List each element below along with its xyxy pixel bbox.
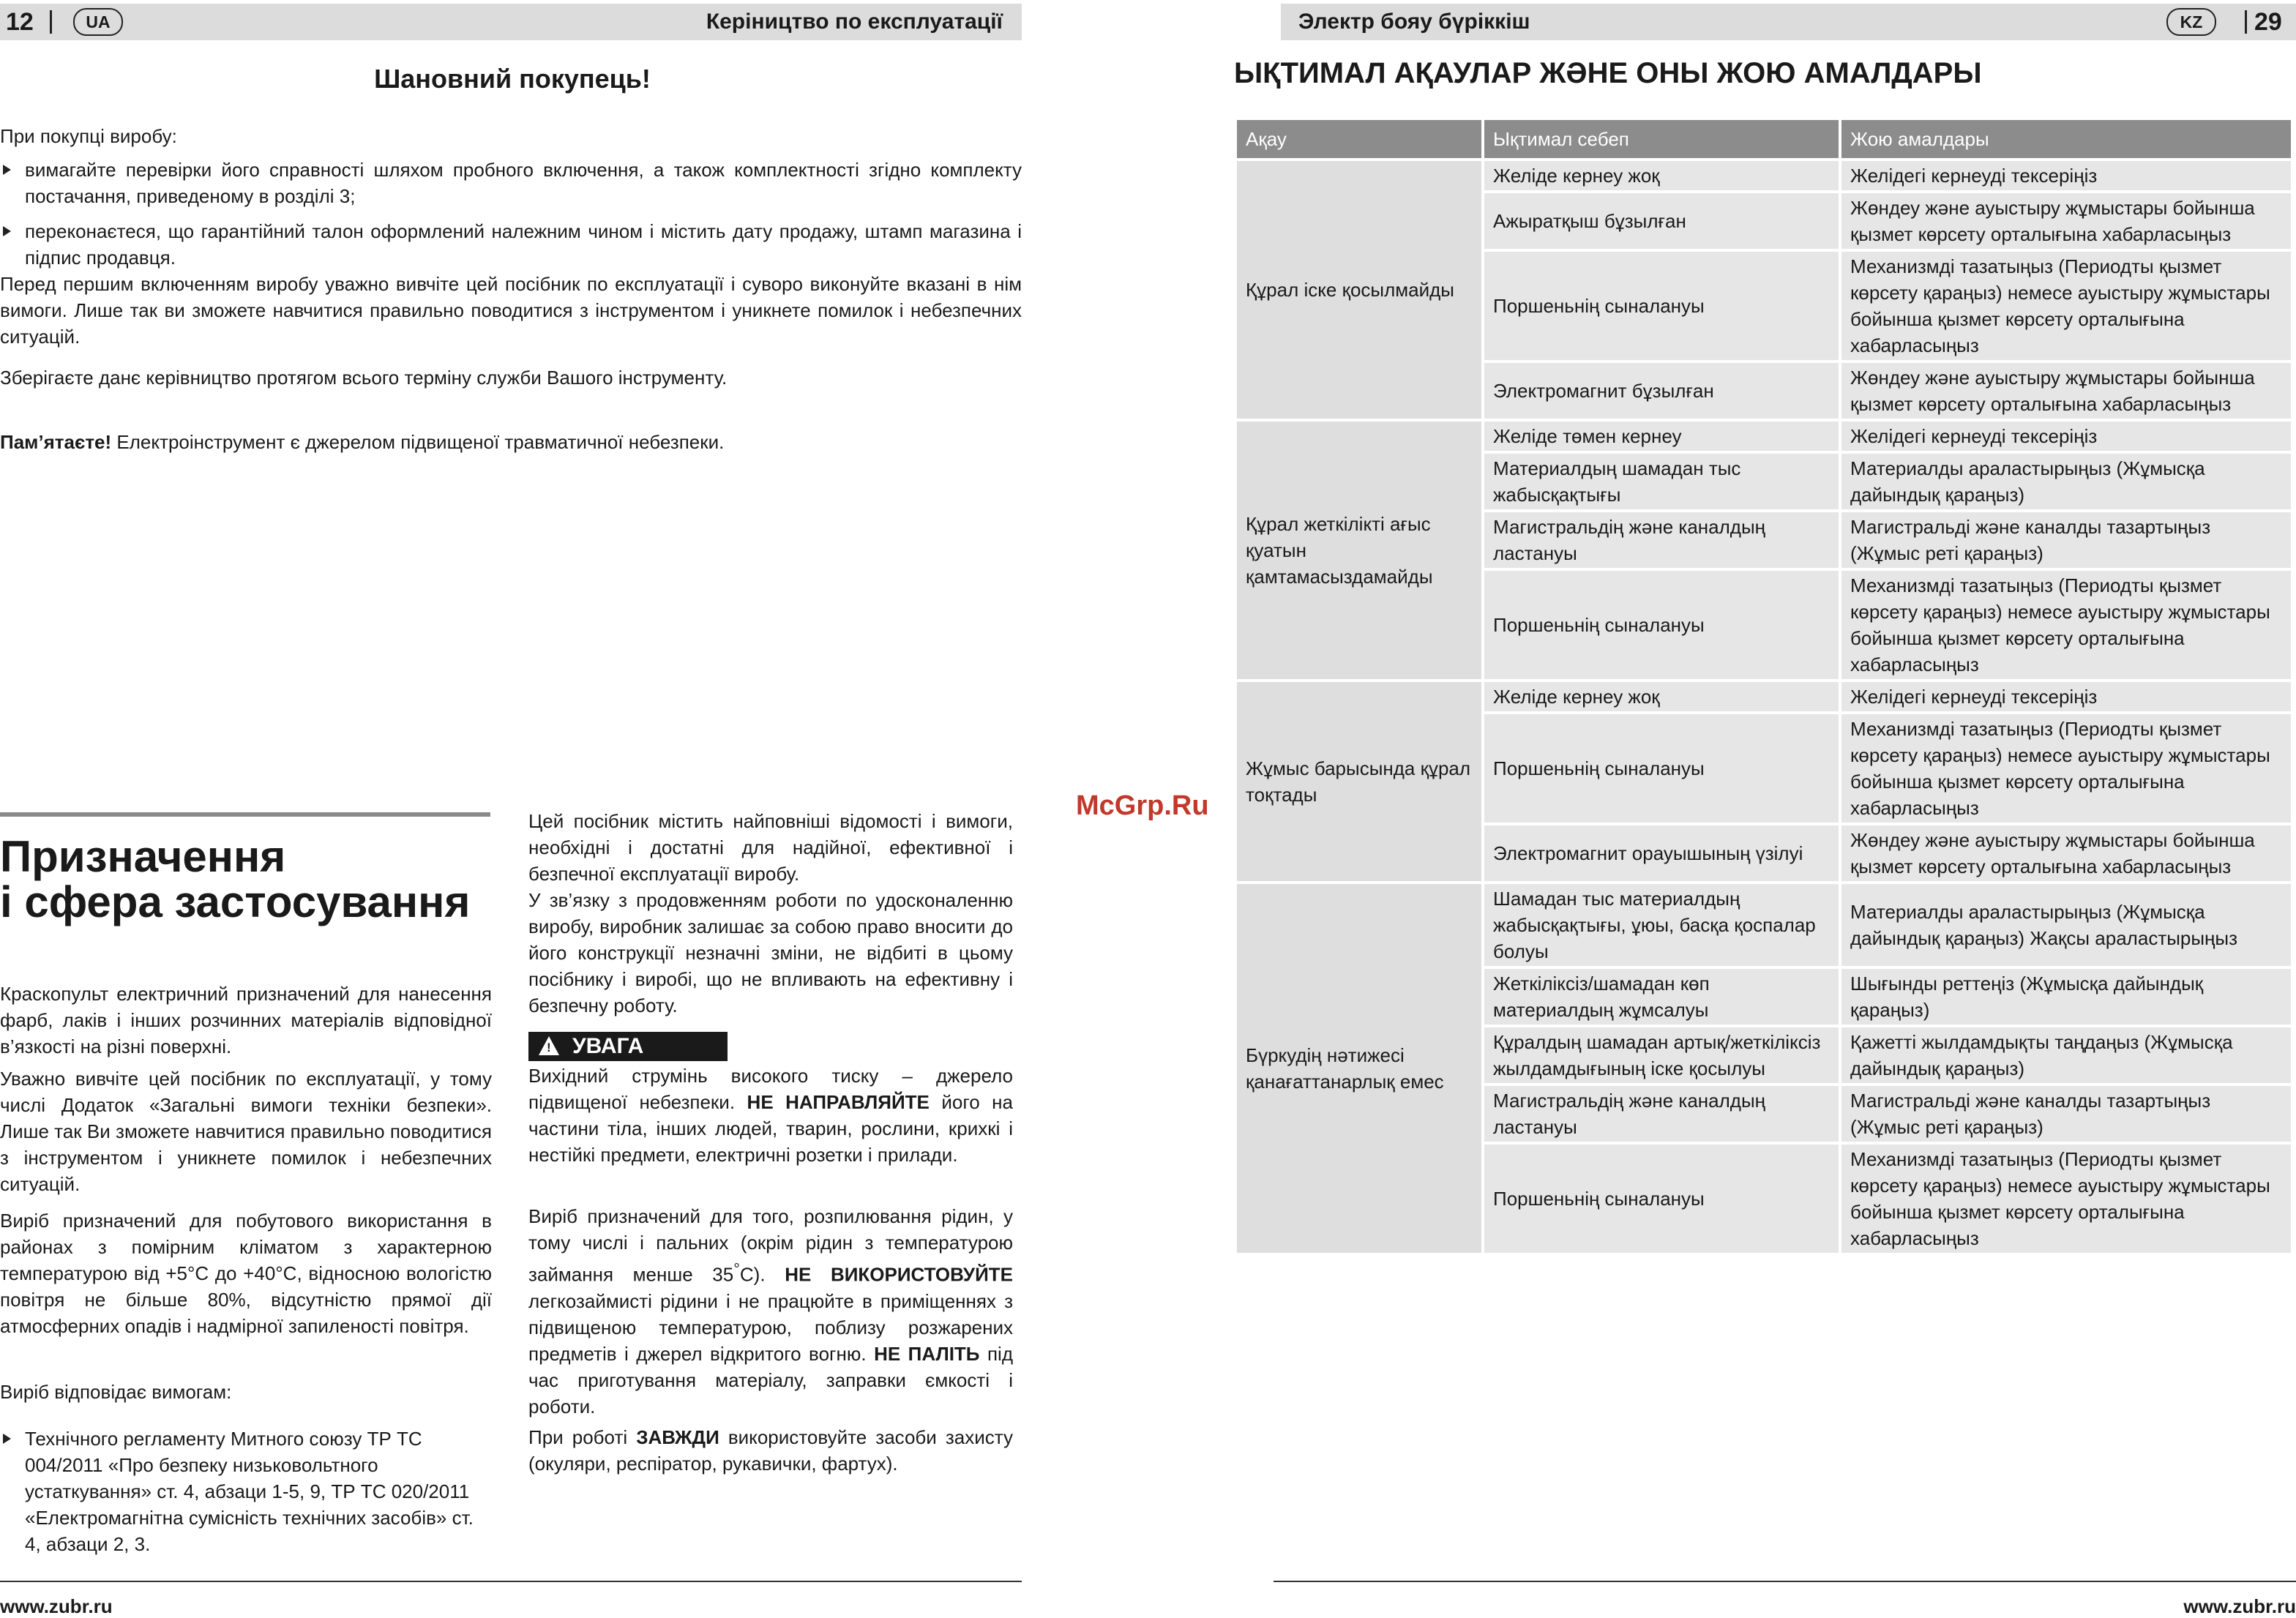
section-rule bbox=[0, 812, 490, 817]
remember-label: Пам’ятаєте! bbox=[0, 431, 112, 453]
greeting-heading: Шановний покупець! bbox=[374, 64, 651, 94]
cause-cell: Материалдың шамадан тыс жабысқақтығы bbox=[1483, 452, 1840, 511]
troubleshooting-table bbox=[1234, 117, 2294, 1256]
left-page bbox=[0, 0, 1025, 1617]
footer-rule bbox=[1274, 1581, 2296, 1582]
fault-cell: Құрал іске қосылмайды bbox=[1235, 160, 1483, 420]
cause-cell: Магистральдің және каналдың ластануы bbox=[1483, 1085, 1840, 1143]
remedy-cell: Қажетті жылдамдықты таңдаңыз (Жұмысқа дайындық қараңыз) bbox=[1840, 1026, 2292, 1085]
footer-rule bbox=[0, 1581, 1022, 1582]
cause-cell: Электромагнит орауышының үзілуі bbox=[1483, 824, 1840, 883]
remember-note bbox=[0, 429, 1022, 455]
page-number: 12 bbox=[6, 8, 34, 36]
fault-cell: Құрал жеткілікті ағыс қуатын қамтамасыздамайды bbox=[1235, 420, 1483, 681]
section-title bbox=[0, 834, 470, 925]
bullet-item: Технічного регламенту Митного союзу ТР ТС 004/2011 «Про безпеку низьковольтного устаткування» ст. 4, абзаци 1-5, 9, ТР ТС 020/2011 «Електромагнітна сумісність технічних засобів» ст. 4, абзаци 2, 3. bbox=[0, 1426, 479, 1557]
paragraph: Уважно вивчіте цей посібник по експлуатації, у тому числі Додаток «Загальні вимоги техніки безпеки». Лише так Ви зможете навчитися правильно поводитися з інструментом і уникнете помилок і небезпечних ситуацій. bbox=[0, 1068, 492, 1195]
cause-cell: Электромагнит бұзылған bbox=[1483, 362, 1840, 420]
warning-text: Вихідний струмінь високого тиску – джерело підвищеної небезпеки. НЕ НАПРАВЛЯЙТЕ його на частини тіла, інших людей, тварин, рослини, крихкі і нестійкі предмети, електричні розетки і прилади. bbox=[528, 1065, 1014, 1166]
paragraph: Виріб призначений для того, розпилювання рідин, у тому числі і пальних (окрім рідин з температурою займання менше 35°С). НЕ ВИКОРИСТОВУЙТЕ легкозаймисті рідини і не працюйте в приміщеннях з підвищеною температурою, поблизу розжарених предметів і джерел відкритого вогню. НЕ ПАЛІТЬ під час приготування матеріалу, заправки ємкості і роботи. bbox=[528, 1205, 1013, 1417]
footer-url[interactable]: www.zubr.ru bbox=[0, 1595, 113, 1617]
remedy-cell: Материалды араластырыңыз (Жұмысқа дайындық қараңыз) bbox=[1840, 452, 2292, 511]
remedy-cell: Механизмді тазатыңыз (Периодты қызмет көрсету қараңыз) немесе ауыстыру жұмыстары бойынша қызмет көрсету орталығына хабарласыңыз bbox=[1840, 250, 2292, 362]
warning-label: ! УВАГА bbox=[528, 1032, 728, 1061]
remedy-cell: Магистральді және каналды тазартыңыз (Жұмыс реті қараңыз) bbox=[1840, 511, 2292, 569]
header-title: Керіництво по експлуатації bbox=[706, 10, 1003, 34]
paragraph: Зберігаєте данє керівництво протягом всього терміну служби Вашого інструменту. bbox=[0, 367, 728, 389]
paragraph: Виріб відповідає вимогам: bbox=[0, 1381, 232, 1403]
remember-text: Електроінструмент є джерелом підвищеної травматичної небезпеки. bbox=[111, 431, 725, 453]
lang-badge: UA bbox=[73, 8, 123, 36]
remedy-cell: Магистральді және каналды тазартыңыз (Жұмыс реті қараңыз) bbox=[1840, 1085, 2292, 1143]
cause-cell: Ажыратқыш бұзылған bbox=[1483, 192, 1840, 250]
cause-cell: Шамадан тыс материалдың жабысқақтығы, ұюы, басқа қоспалар болуы bbox=[1483, 883, 1840, 967]
paragraph: Краскопульт електричний призначений для нанесення фарб, лаків і інших розчинних матеріалів відповідної в’язкості на різні поверхні. bbox=[0, 983, 492, 1057]
remedy-cell: Жөндеу және ауыстыру жұмыстары бойынша қызмет көрсету орталығына хабарласыңыз bbox=[1840, 824, 2292, 883]
column-header: Жою амалдары bbox=[1840, 119, 2292, 160]
table-header-row bbox=[1235, 119, 2292, 160]
cause-cell: Поршеньнің сыналануы bbox=[1483, 250, 1840, 362]
paragraph: Перед першим включенням виробу уважно вивчіте цей посібник по експлуатації і суворо виконуйте вказані в нім вимоги. Лише так ви зможете навчитися правильно поводитися з інструментом і уникнете помилок і небезпечних ситуацій. bbox=[0, 273, 1022, 348]
remedy-cell: Желідегі кернеуді тексеріңіз bbox=[1840, 420, 2292, 452]
paragraph: При роботі ЗАВЖДИ використовуйте засоби захисту (окуляри, респіратор, рукавички, фартух). bbox=[528, 1426, 1013, 1475]
fault-cell: Жұмыс барысында құрал тоқтады bbox=[1235, 681, 1483, 883]
paragraph: Виріб призначений для побутового використання в районах з помірним кліматом з характерною температурою від +5°С до +40°С, відносною вологістю повітря не більше 80%, відсутністю прямої дії атмосферних опадів і надмірної запиленості повітря. bbox=[0, 1210, 492, 1337]
column-header: Ықтимал себеп bbox=[1483, 119, 1840, 160]
cause-cell: Құралдың шамадан артық/жеткіліксіз жылдамдығының іске қосылуы bbox=[1483, 1026, 1840, 1085]
cause-cell: Жеткіліксіз/шамадан көп материалдың жұмсалуы bbox=[1483, 967, 1840, 1026]
bullet-item: переконаєтеся, що гарантійний талон оформлений належним чином і містить дату продажу, штамп магазина і підпис продавця. bbox=[0, 218, 1022, 271]
remedy-cell: Механизмді тазатыңыз (Периодты қызмет көрсету қараңыз) немесе ауыстыру жұмыстары бойынша қызмет көрсету орталығына хабарласыңыз bbox=[1840, 713, 2292, 824]
cause-cell: Желіде кернеу жоқ bbox=[1483, 681, 1840, 713]
cause-cell: Поршеньнің сыналануы bbox=[1483, 1143, 1840, 1254]
footer-url[interactable]: www.zubr.ru bbox=[2183, 1595, 2296, 1617]
section-title-line-2: і сфера застосування bbox=[0, 877, 471, 926]
lang-badge: KZ bbox=[2166, 8, 2216, 36]
page-number: 29 bbox=[2254, 8, 2282, 36]
cause-cell: Магистральдің және каналдың ластануы bbox=[1483, 511, 1840, 569]
remedy-cell: Жөндеу және ауыстыру жұмыстары бойынша қызмет көрсету орталығына хабарласыңыз bbox=[1840, 192, 2292, 250]
column-header: Ақау bbox=[1235, 119, 1483, 160]
remedy-cell: Механизмді тазатыңыз (Периодты қызмет көрсету қараңыз) немесе ауыстыру жұмыстары бойынша қызмет көрсету орталығына хабарласыңыз bbox=[1840, 569, 2292, 681]
table-row bbox=[1235, 420, 2292, 452]
header-title: Электр бояу бүріккіш bbox=[1298, 10, 1530, 34]
paragraph: У зв’язку з продовженням роботи по удосконаленню виробу, виробник залишає за собою право вносити до його конструкції незначні зміни, не відбиті в цьому посібнику і виробі, що не впливають на ефективну і безпечну роботу. bbox=[528, 889, 1013, 1016]
table-title: ЫҚТИМАЛ АҚАУЛАР ЖӘНЕ ОНЫ ЖОЮ АМАЛДАРЫ bbox=[1234, 57, 1982, 89]
cause-cell: Поршеньнің сыналануы bbox=[1483, 713, 1840, 824]
cause-cell: Желіде төмен кернеу bbox=[1483, 420, 1840, 452]
paragraph: Цей посібник містить найповніші відомості і вимоги, необхідні і достатні для надійної, ефективної і безпечної експлуатації виробу. bbox=[528, 810, 1013, 885]
remedy-cell: Шығынды реттеңіз (Жұмысқа дайындық қараңыз) bbox=[1840, 967, 2292, 1026]
bullet-item: вимагайте перевірки його справності шляхом пробного включення, а також комплектності згідно комплекту постачання, приведеному в розділі 3; bbox=[0, 157, 1022, 209]
remedy-cell: Материалды араластырыңыз (Жұмысқа дайындық қараңыз) Жақсы араластырыңыз bbox=[1840, 883, 2292, 967]
table-row bbox=[1235, 160, 2292, 192]
table-row bbox=[1235, 883, 2292, 967]
remedy-cell: Жөндеу және ауыстыру жұмыстары бойынша қызмет көрсету орталығына хабарласыңыз bbox=[1840, 362, 2292, 420]
remedy-cell: Желідегі кернеуді тексеріңіз bbox=[1840, 681, 2292, 713]
section-title-line-1: Призначення bbox=[0, 832, 286, 881]
intro-text: При покупці виробу: bbox=[0, 125, 177, 147]
remedy-cell: Желідегі кернеуді тексеріңіз bbox=[1840, 160, 2292, 192]
watermark: McGrp.Ru bbox=[1076, 790, 1209, 821]
header-divider bbox=[2245, 10, 2247, 34]
table-row bbox=[1235, 681, 2292, 713]
remedy-cell: Механизмді тазатыңыз (Периодты қызмет көрсету қараңыз) немесе ауыстыру жұмыстары бойынша қызмет көрсету орталығына хабарласыңыз bbox=[1840, 1143, 2292, 1254]
header-divider bbox=[50, 10, 52, 34]
cause-cell: Желіде кернеу жоқ bbox=[1483, 160, 1840, 192]
fault-cell: Бүркудің нәтижесі қанағаттанарлық емес bbox=[1235, 883, 1483, 1254]
cause-cell: Поршеньнің сыналануы bbox=[1483, 569, 1840, 681]
